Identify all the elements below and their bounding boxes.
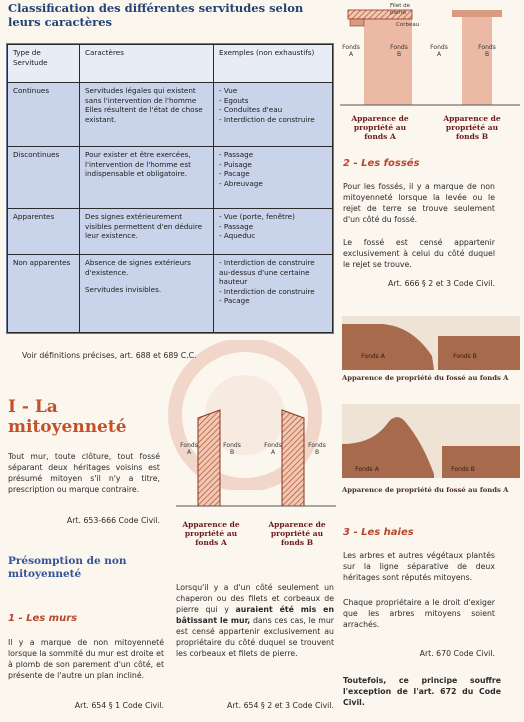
murs-title: 1 - Les murs: [8, 613, 78, 624]
row-type: Non apparentes: [8, 255, 80, 333]
header-caracteres: Caractères: [80, 45, 214, 83]
ditch2-fonds-a: Fonds A: [355, 466, 379, 473]
header-exemples: Exemples (non exhaustifs): [214, 45, 333, 83]
row-type: Continues: [8, 83, 80, 147]
row-exemples: - Passage - Puisage - Pacage - Abreuvage: [214, 147, 333, 209]
caption-b: Apparence de propriété au fonds B: [268, 520, 326, 547]
row-type: Apparentes: [8, 209, 80, 255]
row-caracteres: Absence de signes extérieurs d'existence. Servitudes invisibles.: [80, 255, 214, 333]
ditch-caption-1: Apparence de propriété du fossé au fonds A: [342, 374, 509, 382]
chaperon-text: Lorsqu'il y a d'un côté seulement un chaperon ou des filets et corbeaux de pierre qui y auraient été mis en bâtissant le mur, dans ces cas, le mur est censé appartenir exclusivement au propriétaire du côté duquel se trouvent les corbeaux et filets de pierre.: [176, 583, 334, 658]
ditch1-fonds-a: Fonds A: [361, 353, 385, 360]
corbeau2-fonds-b: Fonds B: [478, 44, 496, 58]
row-exemples: - Interdiction de construire au-dessus d'une certaine hauteur - Interdiction de construire - Pacage: [214, 255, 333, 333]
intro-ref: Art. 653-666 Code Civil.: [66, 516, 160, 525]
chaperon-ref: Art. 654 § 2 et 3 Code Civil.: [227, 701, 334, 710]
corbeau1-fonds-a: Fonds A: [342, 44, 360, 58]
row-type: Discontinues: [8, 147, 80, 209]
row-exemples: - Vue (porte, fenêtre) - Passage - Aqueduc: [214, 209, 333, 255]
corbeau1-fonds-b: Fonds B: [390, 44, 408, 58]
corbeau-caption-b: Apparence de propriété au fonds B: [443, 114, 501, 141]
row-caracteres: Des signes extérieurement visibles permettent d'en déduire leur existence.: [80, 209, 214, 255]
fosses-text-1: Pour les fossés, il y a marque de non mitoyenneté lorsque la levée ou le rejet de terre se trouve seulement d'un côté du fossé.: [343, 182, 495, 224]
intro-text: Tout mur, toute clôture, tout fossé séparant deux héritages voisins est présumé mitoyen s'il n'y a titre, prescription ou marque contraire.: [8, 452, 160, 494]
corbeau2-fonds-a: Fonds A: [430, 44, 448, 58]
wall2-fonds-b: Fonds B: [308, 442, 326, 456]
corbeau-caption-a: Apparence de propriété au fonds A: [351, 114, 409, 141]
fosses-text-2: Le fossé est censé appartenir exclusivement à celui du côté duquel le rejet se trouve.: [343, 238, 495, 269]
filet-label: Filet de pierre: [390, 3, 410, 16]
voir-note: Voir définitions précises, art. 688 et 689 C.C.: [22, 351, 197, 360]
servitudes-table: [6, 43, 334, 334]
ditch2-fonds-b: Fonds B: [451, 466, 475, 473]
page-title: Classification des différentes servitudes selon leurs caractères: [8, 1, 304, 29]
fosses-title: 2 - Les fossés: [343, 158, 420, 169]
row-exemples: - Vue - Egouts - Conduites d'eau - Interdiction de construire: [214, 83, 333, 147]
haies-title: 3 - Les haies: [343, 527, 414, 538]
row-caracteres: Servitudes légales qui existent sans l'intervention de l'homme Elles résultent de l'état de chose existant.: [80, 83, 214, 147]
corbeau-label: Corbeau: [396, 22, 420, 28]
wall2-fonds-a: Fonds A: [264, 442, 282, 456]
wall1-fonds-a: Fonds A: [180, 442, 198, 456]
ditch1-fonds-b: Fonds B: [453, 353, 477, 360]
row-caracteres: Pour exister et être exercées, l'intervention de l'homme est indispensable et obligatoire.: [80, 147, 214, 209]
exception-text: Toutefois, ce principe souffre l'exception de l'art. 672 du Code Civil.: [343, 676, 501, 707]
murs-ref: Art. 654 § 1 Code Civil.: [74, 701, 164, 710]
haies-text-1: Les arbres et autres végétaux plantés sur la ligne séparative de deux héritages sont réputés mitoyens.: [343, 551, 495, 582]
ditch-diagram-1: [342, 316, 520, 370]
section-heading: I - La mitoyenneté: [8, 397, 127, 437]
murs-text: Il y a marque de non mitoyenneté lorsque la sommité du mur est droite et à plomb de son parement d'un côté, et présente de l'autre un plan incliné.: [8, 638, 164, 680]
wall1-fonds-b: Fonds B: [223, 442, 241, 456]
haies-text-2: Chaque propriétaire a le droit d'exiger que les arbres mitoyens soient arrachés.: [343, 598, 495, 629]
ditch-caption-2: Apparence de propriété du fossé au fonds A: [342, 486, 509, 494]
header-type: Type de Servitude: [8, 45, 80, 83]
fosses-ref: Art. 666 § 2 et 3 Code Civil.: [388, 279, 495, 288]
haies-ref: Art. 670 Code Civil.: [419, 649, 495, 658]
wall-diagrams: [176, 408, 336, 513]
caption-a: Apparence de propriété au fonds A: [182, 520, 240, 547]
presomption-heading: Présomption de non mitoyenneté: [8, 555, 127, 580]
